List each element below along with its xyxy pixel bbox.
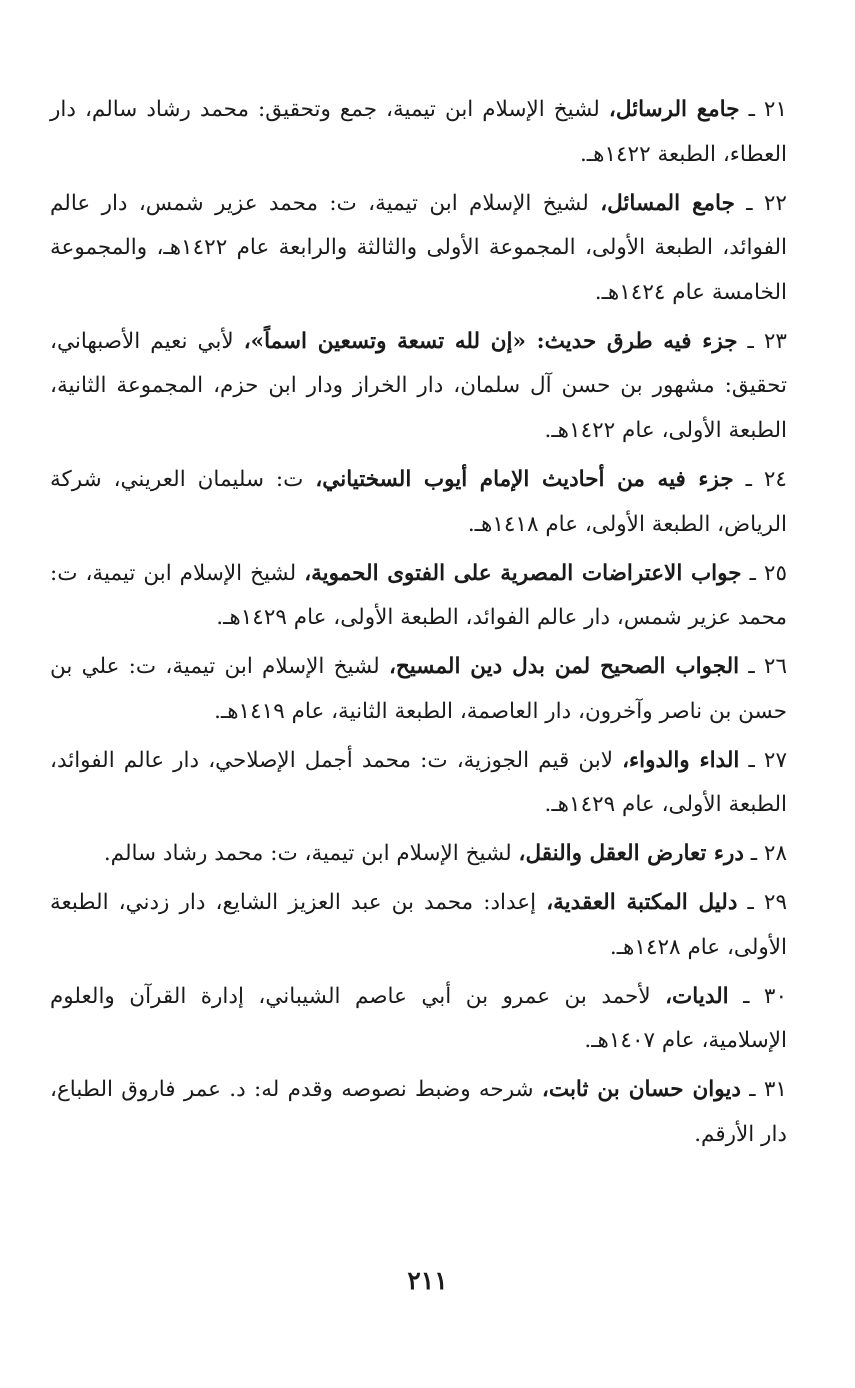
entry-title: الداء والدواء، xyxy=(622,747,740,773)
bibliography-list xyxy=(50,88,787,1158)
bibliography-entry-22 xyxy=(50,182,787,316)
entry-details: لشيخ الإسلام ابن تيمية، ت: محمد عزير شمس، دار عالم الفوائد، الطبعة الأولى، عام ١٤٢٩هـ. xyxy=(50,560,787,631)
bibliography-entry-29 xyxy=(50,881,787,970)
entry-title: دليل المكتبة العقدية، xyxy=(546,890,738,916)
entry-details: لشيخ الإسلام ابن تيمية، ت: علي بن حسن بن ناصر وآخرون، دار العاصمة، الطبعة الثانية، عام ١٤١٩هـ. xyxy=(50,654,787,724)
bibliography-entry-21 xyxy=(50,88,787,177)
bibliography-entry-27 xyxy=(50,739,787,828)
entry-title: جامع المسائل، xyxy=(600,190,735,216)
entry-number: ٢٣ ـ xyxy=(747,328,787,354)
bibliography-entry-24 xyxy=(50,458,787,547)
bibliography-entry-26 xyxy=(50,645,787,734)
entry-details: لأحمد بن عمرو بن أبي عاصم الشيباني، إدارة القرآن والعلوم الإسلامية، عام ١٤٠٧هـ. xyxy=(50,983,787,1054)
entry-number: ٢٨ ـ xyxy=(750,841,787,867)
bibliography-entry-25 xyxy=(50,552,787,641)
entry-number: ٢٥ ـ xyxy=(749,560,787,586)
entry-title: جواب الاعتراضات المصرية على الفتوى الحموية، xyxy=(304,560,742,586)
entry-number: ٢١ ـ xyxy=(748,97,788,122)
bibliography-entry-28 xyxy=(50,832,787,877)
entry-title: الديات، xyxy=(665,983,729,1009)
entry-number: ٢٩ ـ xyxy=(747,890,787,916)
entry-details: ت: سليمان العريني، شركة الرياض، الطبعة الأولى، عام ١٤١٨هـ. xyxy=(50,466,787,537)
entry-details: لابن قيم الجوزية، ت: محمد أجمل الإصلاحي، دار عالم الفوائد، الطبعة الأولى، عام ١٤٢٩هـ. xyxy=(50,747,787,818)
entry-details: إعداد: محمد بن عبد العزيز الشايع، دار زدني، الطبعة الأولى، عام ١٤٢٨هـ. xyxy=(50,890,787,960)
entry-number: ٣١ ـ xyxy=(749,1077,787,1103)
entry-title: الجواب الصحيح لمن بدل دين المسيح، xyxy=(388,654,740,680)
entry-number: ٢٦ ـ xyxy=(748,654,787,680)
entry-number: ٢٤ ـ xyxy=(745,466,787,492)
entry-title: ديوان حسان بن ثابت، xyxy=(541,1077,741,1103)
entry-details: لأبي نعيم الأصبهاني، تحقيق: مشهور بن حسن آل سلمان، دار الخراز ودار ابن حزم، المجموعة الثانية، الطبعة الأولى، عام ١٤٢٢هـ. xyxy=(50,328,787,443)
entry-number: ٢٢ ـ xyxy=(746,190,787,216)
entry-number: ٢٧ ـ xyxy=(748,747,788,773)
entry-details: لشيخ الإسلام ابن تيمية، جمع وتحقيق: محمد رشاد سالم، دار العطاء، الطبعة ١٤٢٢هـ. xyxy=(50,97,787,167)
entry-title: جزء فيه طرق حديث: «إن لله تسعة وتسعين اسماً»، xyxy=(243,328,738,354)
bibliography-entry-30 xyxy=(50,975,787,1064)
entry-details: شرحه وضبط نصوصه وقدم له: د. عمر فاروق الطباع، دار الأرقم. xyxy=(50,1077,787,1147)
entry-title: جامع الرسائل، xyxy=(608,97,740,122)
bibliography-entry-23 xyxy=(50,320,787,454)
entry-details: لشيخ الإسلام ابن تيمية، ت: محمد رشاد سالم. xyxy=(103,841,512,867)
entry-title: درء تعارض العقل والنقل، xyxy=(518,841,744,867)
entry-details: لشيخ الإسلام ابن تيمية، ت: محمد عزير شمس، دار عالم الفوائد، الطبعة الأولى، المجموعة الأولى والثالثة والرابعة عام ١٤٢٢هـ، والمجموعة الخامسة عام ١٤٢٤هـ. xyxy=(50,190,787,305)
page-number: ٢١١ xyxy=(407,1266,448,1295)
entry-number: ٣٠ ـ xyxy=(743,983,788,1009)
bibliography-entry-31 xyxy=(50,1068,787,1157)
entry-title: جزء فيه من أحاديث الإمام أيوب السختياني، xyxy=(315,466,734,492)
